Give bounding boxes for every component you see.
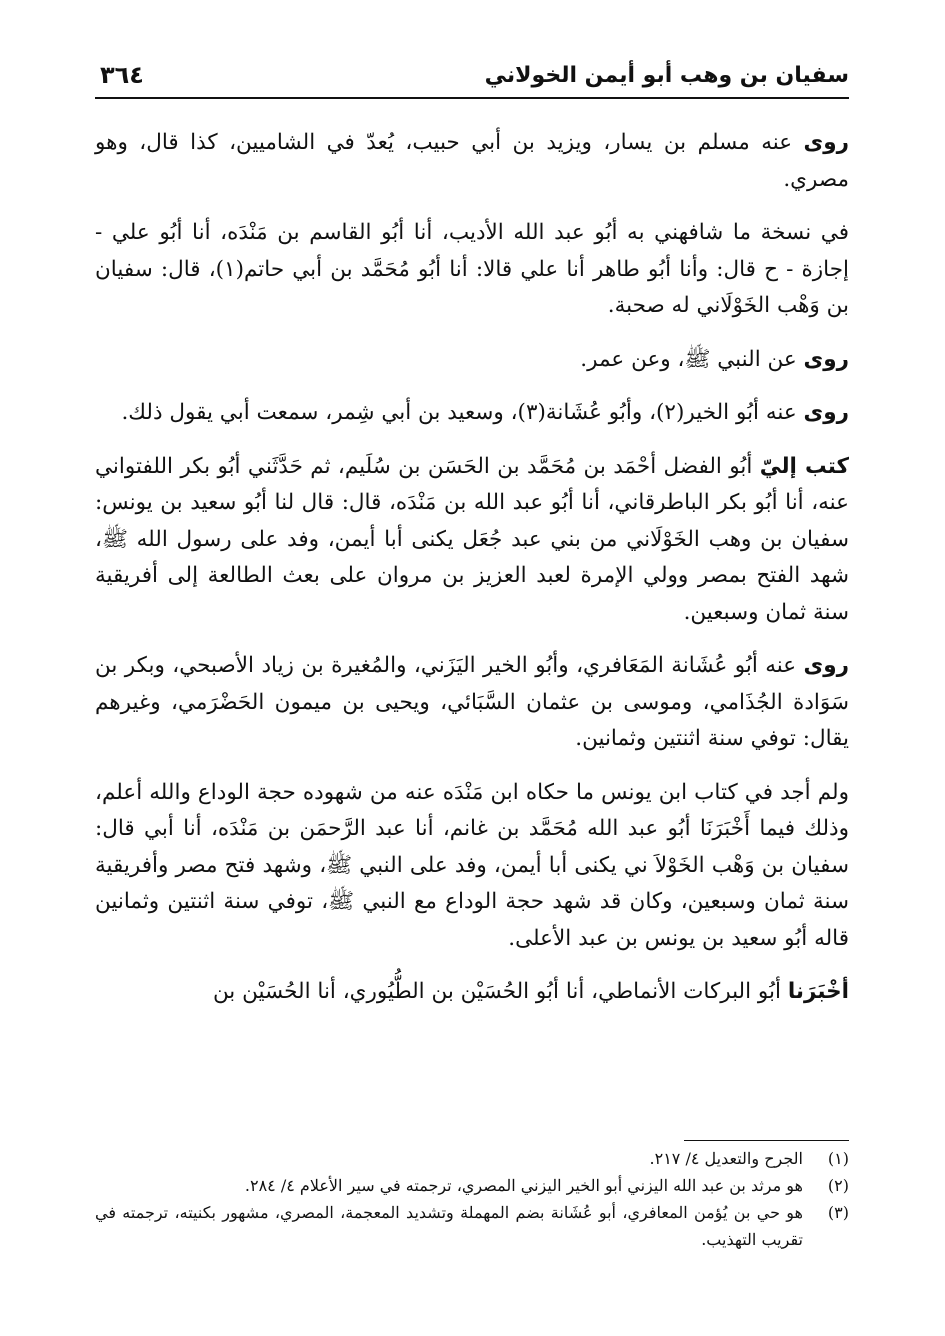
paragraph-lead: روى xyxy=(803,346,849,372)
paragraph-text: عن النبي ﷺ، وعن عمر. xyxy=(580,346,797,372)
paragraph-text: عنه مسلم بن يسار، ويزيد بن أبي حبيب، يُعدّ في الشاميين، كذا قال، وهو مصري. xyxy=(95,130,849,192)
footnote-text: هو حي بن يُؤمن المعافري، أبو عُشَانة بضم المهملة وتشديد المعجمة، المصري، مشهور بكنيته، ترجمته في تقريب التهذيب. xyxy=(95,1203,803,1249)
paragraph xyxy=(95,215,849,325)
book-page xyxy=(95,55,849,1249)
paragraph xyxy=(95,395,849,432)
footnotes xyxy=(95,1145,849,1253)
paragraph-lead: أخْبَرَنا xyxy=(787,979,849,1004)
paragraph-text: أبُو الفضل أحْمَد بن مُحَمَّد بن الحَسَن بن سُلَيم، ثم حَدَّثَني أبُو بكر اللفتواني عنه، أنا أبُو بكر الباطرقاني، أنا أبُو عبد الله بن مَنْدَه، قال: قال لنا أبُو سعيد بن يونس: سفيان بن وهب الخَوْلَاني من بني عبد جُعَل يكنى أبا أيمن، وفد على رسول الله ﷺ، شهد الفتح بمصر وولي الإمرة لعبد العزيز بن مروان على بعث الطالعة إلى أفريقية سنة ثمان وسبعين. xyxy=(95,453,849,625)
footnote-text: الجرح والتعديل ٤/ ٢١٧. xyxy=(649,1149,803,1168)
footnote xyxy=(95,1199,849,1253)
footnote-number: (١) xyxy=(827,1149,849,1168)
main-text xyxy=(95,125,849,1028)
paragraph-text: أبُو البركات الأنماطي، أنا أبُو الحُسَيْن بن الطُّيُوري، أنا الحُسَيْن بن xyxy=(212,979,781,1004)
paragraph-lead: روى xyxy=(803,130,849,155)
paragraph xyxy=(95,125,849,198)
paragraph xyxy=(95,449,849,632)
header-rule xyxy=(95,97,849,99)
paragraph-lead: روى xyxy=(803,400,849,425)
footnote-number: (٣) xyxy=(827,1203,849,1222)
paragraph xyxy=(95,648,849,758)
page-number: ٣٦٤ xyxy=(100,61,144,89)
paragraph xyxy=(95,342,849,379)
footnote-text: هو مرثد بن عبد الله اليزني أبو الخير اليزني المصري، ترجمته في سير الأعلام ٤/ ٢٨٤. xyxy=(244,1176,803,1195)
footnote xyxy=(95,1172,849,1199)
footnote xyxy=(95,1145,849,1172)
footnote-number: (٢) xyxy=(827,1176,849,1195)
footnote-separator xyxy=(684,1140,849,1141)
paragraph-lead: روى xyxy=(803,653,849,678)
paragraph xyxy=(95,775,849,958)
header-title: سفيان بن وهب أبو أيمن الخولاني xyxy=(484,63,849,88)
running-header xyxy=(95,55,849,95)
paragraph-lead: كتب إليّ xyxy=(759,453,849,479)
paragraph-text: ولم أجد في كتاب ابن يونس ما حكاه ابن مَنْدَه عنه من شهوده حجة الوداع والله أعلم، وذلك فيما أَخْبَرَنَا أبُو عبد الله مُحَمَّد بن غانم، أنا عبد الرَّحمَن بن مَنْدَه، أنا أبي قال: سفيان بن وَهْب الخَوْلاَ ني يكنى أبا أيمن، وفد على النبي ﷺ، وشهد فتح مصر وأفريقية سنة ثمان وسبعين، وكان قد شهد حجة الوداع مع النبي ﷺ، توفي سنة اثنتين وثمانين قاله أبُو سعيد بن يونس بن عبد الأعلى. xyxy=(95,779,849,951)
paragraph xyxy=(95,974,849,1011)
paragraph-text: عنه أبُو عُشَانة المَعَافري، وأبُو الخير اليَزَني، والمُغيرة بن زياد الأصبحي، وبكر بن سَوَادة الجُذَامي، وموسى بن عثمان السَّبَائي، ويحيى بن ميمون الحَضْرَمي، وغيرهم يقال: توفي سنة اثنتين وثمانين. xyxy=(95,653,849,751)
paragraph-text: عنه أبُو الخير(٢)، وأبُو عُشَانة(٣)، وسعيد بن أبي شِمر، سمعت أبي يقول ذلك. xyxy=(121,400,797,425)
paragraph-text: في نسخة ما شافهني به أبُو عبد الله الأديب، أنا أبُو القاسم بن مَنْدَه، أنا أبُو علي - إجازة - ح قال: وأنا أبُو طاهر أنا علي قالا: أنا أبُو مُحَمَّد بن أبي حاتم(١)، قال: سفيان بن وَهْب الخَوْلَاني له صحبة. xyxy=(95,220,849,318)
